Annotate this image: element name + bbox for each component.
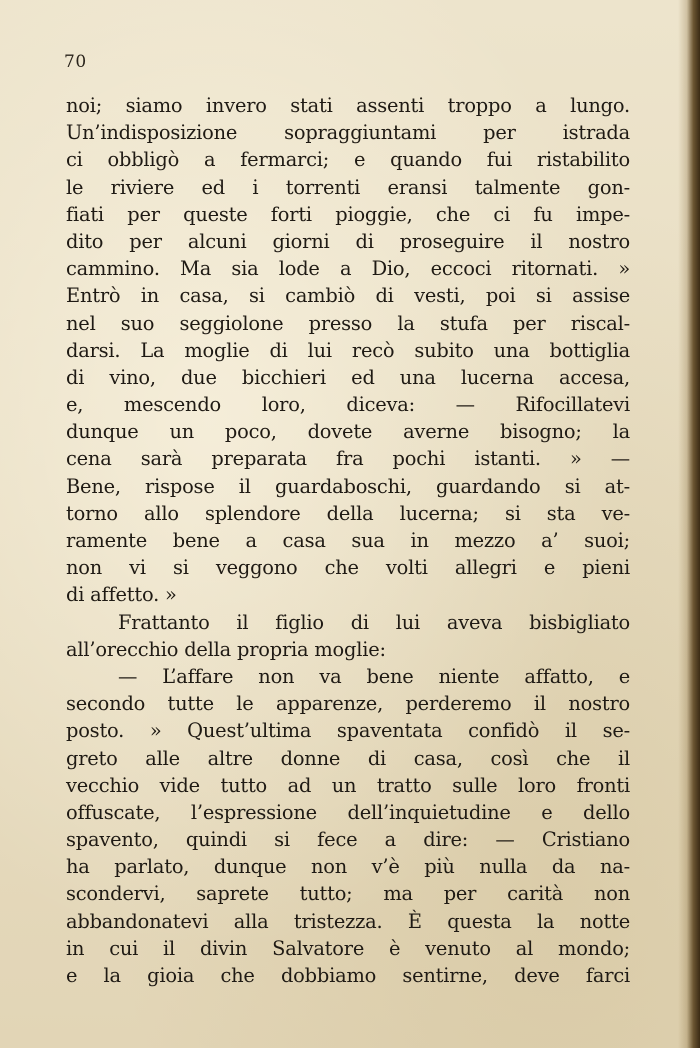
text-line: e la gioia che dobbiamo sentirne, deve farci: [66, 964, 630, 987]
text-line: noi; siamo invero stati assenti troppo a lungo.: [66, 94, 630, 117]
text-line: Entrò in casa, si cambiò di vesti, poi si assise: [66, 284, 630, 308]
text-line: cammino. Ma sia lode a Dio, eccoci ritornati. »: [66, 257, 630, 281]
text-line: torno allo splendore della lucerna; si sta ve-: [66, 501, 630, 525]
text-line: di affetto. »: [66, 583, 177, 607]
text-line: dito per alcuni giorni di proseguire il nostro: [66, 229, 630, 253]
text-line: nel suo seggiolone presso la stufa per riscal-: [66, 311, 630, 335]
text-line: spavento, quindi si fece a dire: — Cristiano: [66, 828, 630, 852]
text-line: Bene, rispose il guardaboschi, guardando si at-: [66, 474, 630, 498]
text-line: secondo tutte le apparenze, perderemo il nostro: [66, 692, 630, 716]
text-line: posto. » Quest’ultima spaventata confidò il se-: [66, 719, 630, 743]
text-line: e, mescendo loro, diceva: — Rifocillatevi: [66, 393, 630, 417]
body-text: [66, 92, 630, 989]
text-line: — L’affare non va bene niente affatto, e: [118, 664, 630, 688]
text-line: offuscate, l’espressione dell’inquietudine e dello: [66, 800, 630, 824]
text-line: abbandonatevi alla tristezza. È questa la notte: [66, 909, 630, 933]
text-line: le riviere ed i torrenti eransi talmente gon-: [66, 175, 630, 199]
page-number: 70: [64, 52, 87, 72]
page-edge-shadow: [678, 0, 700, 1048]
text-line: greto alle altre donne di casa, così che il: [66, 746, 630, 770]
text-line: in cui il divin Salvatore è venuto al mondo;: [66, 936, 630, 960]
text-line: Un’indisposizione sopraggiuntami per istrada: [66, 121, 630, 145]
text-line: ha parlato, dunque non v’è più nulla da na-: [66, 855, 630, 879]
text-line: vecchio vide tutto ad un tratto sulle loro fronti: [66, 773, 630, 797]
text-line: ramente bene a casa sua in mezzo a’ suoi;: [66, 529, 630, 552]
text-line: dunque un poco, dovete averne bisogno; la: [66, 420, 630, 444]
text-line: non vi si veggono che volti allegri e pieni: [66, 556, 630, 580]
text-line: Frattanto il figlio di lui aveva bisbigliato: [118, 610, 630, 634]
text-line: fiati per queste forti pioggie, che ci fu impe-: [66, 202, 630, 226]
text-line: ci obbligò a fermarci; e quando fui ristabilito: [66, 148, 630, 172]
text-line: darsi. La moglie di lui recò subito una bottiglia: [66, 338, 630, 362]
text-line: cena sarà preparata fra pochi istanti. » —: [66, 447, 630, 471]
text-line: di vino, due bicchieri ed una lucerna accesa,: [66, 365, 630, 389]
text-line: scondervi, saprete tutto; ma per carità non: [66, 882, 630, 906]
text-line: all’orecchio della propria moglie:: [66, 637, 386, 661]
